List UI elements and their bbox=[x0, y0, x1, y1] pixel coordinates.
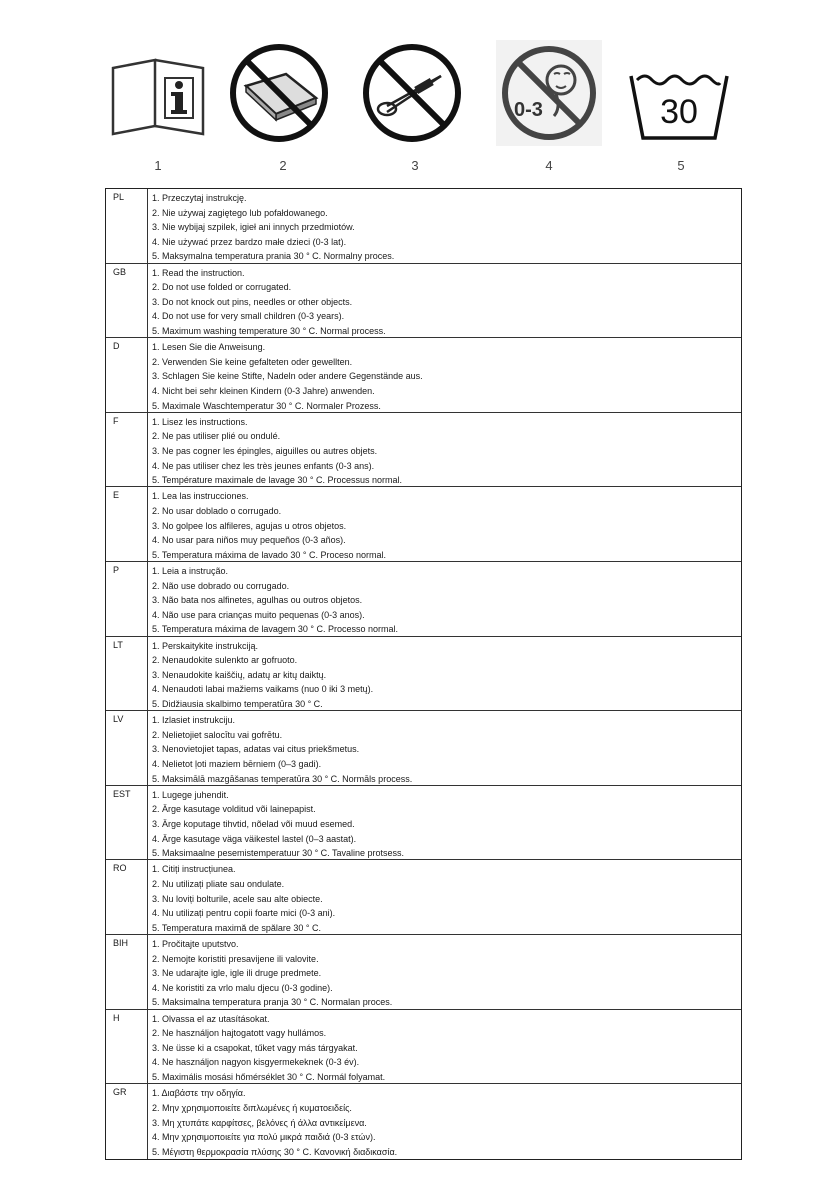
instruction-line: 1. Przeczytaj instrukcję. bbox=[152, 193, 247, 203]
instruction-line: 3. Nenovietojiet tapas, adatas vai citus priekšmetus. bbox=[152, 744, 360, 755]
instruction-line: 5. Maximum washing temperature 30 ° C. Normal process. bbox=[152, 325, 386, 336]
instruction-line: 2. Ne használjon hajtogatott vagy hullámos. bbox=[152, 1028, 327, 1039]
not-for-children-0-3-icon bbox=[494, 38, 604, 148]
instruction-line: 2. Μην χρησιμοποιείτε διπλωμένες ή κυματοειδείς. bbox=[152, 1102, 352, 1113]
instruction-list bbox=[148, 711, 741, 785]
instruction-line: 3. Ne üsse ki a csapokat, tűket vagy más tárgyakat. bbox=[152, 1042, 358, 1053]
instruction-line: 2. Ne pas utiliser plié ou ondulé. bbox=[152, 431, 281, 442]
instruction-list bbox=[148, 487, 741, 561]
instruction-line: 3. Não bata nos alfinetes, agulhas ou outros objetos. bbox=[152, 595, 363, 606]
instruction-line: 1. Leia a instrução. bbox=[152, 566, 229, 577]
instruction-line: 4. Não use para crianças muito pequenas (0-3 anos). bbox=[152, 609, 365, 620]
instruction-line: 2. Nu utilizați pliate sau ondulate. bbox=[152, 879, 285, 890]
instruction-line: 1. Lugege juhendit. bbox=[152, 789, 229, 800]
instruction-line: 3. Schlagen Sie keine Stifte, Nadeln oder andere Gegenstände aus. bbox=[152, 371, 423, 382]
instruction-line: 5. Maksimaalne pesemistemperatuur 30 ° C. Tavaline protsess. bbox=[152, 848, 405, 859]
instruction-list bbox=[148, 338, 741, 412]
language-code: BIH bbox=[106, 935, 148, 1009]
language-row-d bbox=[106, 338, 741, 413]
instruction-list bbox=[148, 1084, 741, 1159]
language-row-gb bbox=[106, 264, 741, 339]
instruction-line: 1. Olvassa el az utasításokat. bbox=[152, 1013, 270, 1024]
instruction-line: 4. Ne használjon nagyon kisgyermekeknek (0-3 év). bbox=[152, 1057, 360, 1068]
wash-30-icon bbox=[623, 38, 733, 148]
instruction-list bbox=[148, 189, 741, 263]
instruction-line: 1. Citiți instrucțiunea. bbox=[152, 864, 236, 875]
language-row-bih bbox=[106, 935, 741, 1010]
instruction-line: 1. Izlasiet instrukciju. bbox=[152, 715, 236, 726]
language-code: RO bbox=[106, 860, 148, 934]
language-code: EST bbox=[106, 786, 148, 860]
instruction-line: 5. Température maximale de lavage 30 ° C. Processus normal. bbox=[152, 475, 403, 486]
instruction-list bbox=[148, 637, 741, 711]
language-code: LT bbox=[106, 637, 148, 711]
instruction-line: 4. Do not use for very small children (0-3 years). bbox=[152, 311, 345, 322]
instruction-line: 5. Temperatura maximă de spălare 30 ° C. bbox=[152, 922, 322, 933]
instruction-list bbox=[148, 935, 741, 1009]
instruction-line: 4. Nicht bei sehr kleinen Kindern (0-3 Jahre) anwenden. bbox=[152, 386, 375, 396]
instruction-line: 3. Nenaudokite kaiščių, adatų ar kitų daiktų. bbox=[152, 669, 327, 680]
instruction-line: 1. Perskaitykite instrukciją. bbox=[152, 640, 259, 651]
language-code: F bbox=[106, 413, 148, 487]
instruction-line: 5. Maximale Waschtemperatur 30 ° C. Normaler Prozess. bbox=[152, 400, 381, 411]
instruction-line: 2. Do not use folded or corrugated. bbox=[152, 282, 292, 293]
instruction-line: 1. Pročitajte uputstvo. bbox=[152, 939, 239, 950]
language-row-est bbox=[106, 786, 741, 861]
icon-number-5: 5 bbox=[677, 158, 685, 173]
instruction-line: 1. Read the instruction. bbox=[152, 267, 245, 278]
instruction-line: 1. Lisez les instructions. bbox=[152, 416, 248, 427]
instruction-line: 4. Ne pas utiliser chez les très jeunes enfants (0-3 ans). bbox=[152, 460, 375, 471]
wash-temp-label: 30 bbox=[660, 93, 698, 131]
language-code: GB bbox=[106, 264, 148, 338]
instruction-line: 4. Nelietot ļoti maziem bērniem (0–3 gadi). bbox=[152, 759, 322, 770]
instruction-line: 3. Nu loviți bolturile, acele sau alte obiecte. bbox=[152, 893, 323, 904]
language-row-lt bbox=[106, 637, 741, 712]
instruction-line: 4. Ärge kasutage väga väikestel lastel (0–3 aastat). bbox=[152, 833, 357, 844]
instruction-line: 2. Verwenden Sie keine gefalteten oder gewellten. bbox=[152, 356, 353, 367]
instruction-line: 5. Maksimālā mazgāšanas temperatūra 30 ° C. Normāls process. bbox=[152, 773, 413, 784]
instruction-line: 2. Nelietojiet salocītu vai gofrētu. bbox=[152, 729, 283, 740]
instruction-list bbox=[148, 1010, 741, 1084]
instruction-line: 4. No usar para niños muy pequeños (0-3 años). bbox=[152, 535, 346, 546]
language-code: E bbox=[106, 487, 148, 561]
instruction-line: 2. Nenaudokite sulenkto ar gofruoto. bbox=[152, 655, 298, 666]
instruction-line: 3. Do not knock out pins, needles or other objects. bbox=[152, 296, 353, 307]
instruction-line: 2. Nemojte koristiti presavijene ili valovite. bbox=[152, 953, 319, 964]
language-row-p bbox=[106, 562, 741, 637]
language-code: PL bbox=[106, 189, 148, 263]
instruction-list bbox=[148, 413, 741, 487]
language-table bbox=[105, 188, 742, 1160]
instruction-line: 3. Ne pas cogner les épingles, aiguilles ou autres objets. bbox=[152, 446, 378, 457]
language-row-gr bbox=[106, 1084, 741, 1159]
care-symbols bbox=[0, 30, 839, 180]
instruction-line: 3. Nie wybijaj szpilek, igieł ani innych przedmiotów. bbox=[152, 222, 355, 233]
instruction-line: 2. Nie używaj zagiętego lub pofałdowanego. bbox=[152, 207, 328, 218]
instruction-line: 2. Não use dobrado ou corrugado. bbox=[152, 580, 290, 591]
no-folded-icon bbox=[224, 38, 334, 148]
icon-number-2: 2 bbox=[279, 158, 287, 173]
icon-number-3: 3 bbox=[411, 158, 419, 173]
instruction-line: 4. Nenaudoti labai mažiems vaikams (nuo 0 iki 3 metų). bbox=[152, 684, 374, 695]
icon-number-1: 1 bbox=[154, 158, 162, 173]
language-code: H bbox=[106, 1010, 148, 1084]
instruction-list bbox=[148, 562, 741, 636]
instruction-list bbox=[148, 264, 741, 338]
language-code: GR bbox=[106, 1084, 148, 1159]
instruction-line: 5. Μέγιστη θερμοκρασία πλύσης 30 ° C. Κανονική διαδικασία. bbox=[152, 1146, 398, 1157]
instruction-line: 5. Temperatura máxima de lavagem 30 ° C. Processo normal. bbox=[152, 624, 399, 635]
language-code: LV bbox=[106, 711, 148, 785]
instruction-line: 4. Μην χρησιμοποιείτε για πολύ μικρά παιδιά (0-3 ετών). bbox=[152, 1132, 376, 1143]
language-row-ro bbox=[106, 860, 741, 935]
no-pins-icon bbox=[357, 38, 467, 148]
instruction-line: 2. Ärge kasutage volditud või lainepapist. bbox=[152, 804, 316, 815]
instruction-list bbox=[148, 860, 741, 934]
language-code: D bbox=[106, 338, 148, 412]
instruction-line: 4. Ne koristiti za vrlo malu djecu (0-3 godine). bbox=[152, 982, 333, 993]
read-instructions-icon bbox=[103, 38, 213, 148]
instruction-line: 1. Διαβάστε την οδηγία. bbox=[152, 1088, 246, 1099]
instruction-line: 3. Ärge koputage tihvtid, nõelad või muud esemed. bbox=[152, 819, 355, 830]
instruction-line: 5. Maximális mosási hőmérséklet 30 ° C. Normál folyamat. bbox=[152, 1072, 386, 1083]
instruction-line: 5. Didžiausia skalbimo temperatūra 30 ° C. bbox=[152, 699, 323, 710]
language-row-pl bbox=[106, 189, 741, 264]
icon-number-4: 4 bbox=[545, 158, 553, 173]
language-row-e bbox=[106, 487, 741, 562]
language-code: P bbox=[106, 562, 148, 636]
language-row-f bbox=[106, 413, 741, 488]
instruction-line: 3. Μη χτυπάτε καρφίτσες, βελόνες ή άλλα αντικείμενα. bbox=[152, 1117, 367, 1128]
instruction-line: 5. Temperatura máxima de lavado 30 ° C. Proceso normal. bbox=[152, 549, 387, 560]
instruction-line: 3. Ne udarajte igle, igle ili druge predmete. bbox=[152, 968, 322, 979]
language-row-h bbox=[106, 1010, 741, 1085]
instruction-line: 2. No usar doblado o corrugado. bbox=[152, 506, 282, 517]
instruction-line: 1. Lesen Sie die Anweisung. bbox=[152, 342, 266, 353]
instruction-list bbox=[148, 786, 741, 860]
instruction-line: 1. Lea las instrucciones. bbox=[152, 491, 249, 502]
age-label: 0-3 bbox=[514, 99, 543, 121]
language-row-lv bbox=[106, 711, 741, 786]
instruction-line: 3. No golpee los alfileres, agujas u otros objetos. bbox=[152, 520, 347, 531]
instruction-line: 5. Maksymalna temperatura prania 30 ° C. Normalny proces. bbox=[152, 251, 395, 262]
instruction-line: 5. Maksimalna temperatura pranja 30 ° C. Normalan proces. bbox=[152, 997, 393, 1008]
instruction-line: 4. Nu utilizați pentru copii foarte mici (0-3 ani). bbox=[152, 908, 336, 919]
instruction-line: 4. Nie używać przez bardzo małe dzieci (0-3 lat). bbox=[152, 236, 347, 247]
